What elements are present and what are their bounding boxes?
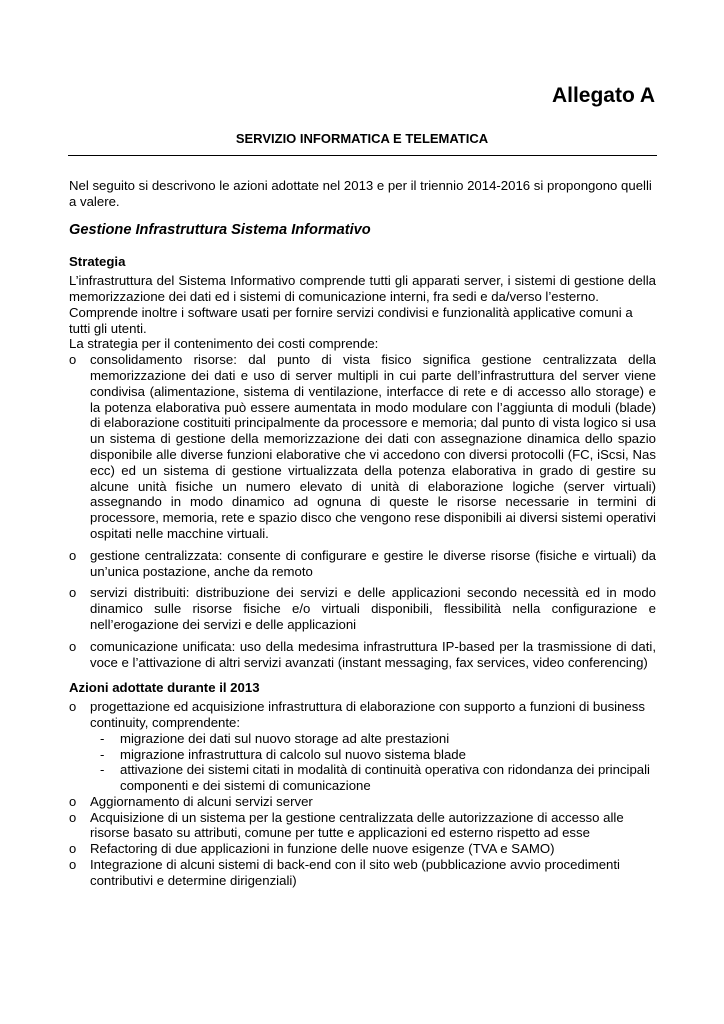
sublist-item — [98, 747, 656, 763]
azioni-sublist — [90, 731, 656, 794]
azioni-list — [69, 699, 656, 889]
strategia-list — [69, 352, 656, 670]
dash-icon: - — [100, 746, 105, 762]
strategia-paragraph-3: La strategia per il contenimento dei costi comprende: — [69, 336, 379, 352]
sublist-item-text: migrazione dei dati sul nuovo storage ad alte prestazioni — [120, 730, 450, 746]
sublist-item-text: attivazione dei sistemi citati in modalità di continuità operativa con ridondanza dei principali componenti e dei sistemi di comunicazione — [120, 762, 650, 794]
bullet-icon: o — [69, 352, 77, 368]
document-body — [69, 178, 656, 889]
azioni-heading: Azioni adottate durante il 2013 — [69, 680, 260, 696]
allegato-title: Allegato A — [551, 84, 655, 107]
bullet-icon: o — [69, 585, 77, 601]
list-item — [69, 352, 656, 542]
list-item — [69, 810, 656, 842]
list-item-text: progettazione ed acquisizione infrastruttura di elaborazione con supporto a funzioni di business continuity, comprendente: — [90, 699, 645, 730]
list-item — [69, 794, 656, 810]
sublist-item-text: migrazione infrastruttura di calcolo sul nuovo sistema blade — [120, 746, 466, 762]
strategia-paragraph-1: L’infrastruttura del Sistema Informativo comprende tutti gli apparati server, i sistemi di gestione della memorizzazione dei dati ed i sistemi di comunicazione interni, fra sedi e da/verso l’esterno. — [69, 273, 656, 304]
bullet-icon: o — [69, 809, 77, 825]
list-item-text: servizi distribuiti: distribuzione dei servizi e delle applicazioni secondo necessità ed in modo dinamico sulle risorse fisiche e/o virtuali disponibili, flessibilità nella configurazione e nell’erogazione dei servizi e delle applicazioni — [90, 585, 656, 632]
section-title: Gestione Infrastruttura Sistema Informativo — [69, 221, 371, 238]
list-item-text: Refactoring di due applicazioni in funzione delle nuove esigenze (TVA e SAMO) — [90, 841, 555, 857]
bullet-icon: o — [69, 793, 77, 809]
list-item-text: Acquisizione di un sistema per la gestione centralizzata delle autorizzazione di accesso alle risorse basato su attributi, comune per tutte e applicazioni ed esterno rispetto ad esse — [90, 809, 624, 841]
intro-paragraph: Nel seguito si descrivono le azioni adottate nel 2013 e per il triennio 2014-2016 si propongono quelli a valere. — [69, 178, 652, 209]
list-item — [69, 699, 656, 794]
strategia-heading: Strategia — [69, 254, 126, 270]
list-item — [69, 841, 656, 857]
sublist-item — [98, 762, 656, 794]
heading-divider — [68, 155, 657, 156]
dash-icon: - — [100, 762, 105, 778]
list-item — [69, 548, 656, 580]
strategia-paragraph-2: Comprende inoltre i software usati per fornire servizi condivisi e funzionalità applicative comuni a tutti gli utenti. — [69, 304, 633, 336]
sublist-item — [98, 731, 656, 747]
list-item-text: consolidamento risorse: dal punto di vista fisico significa gestione centralizzata della memorizzazione dei dati e uso di server multipli in cui parte dell’infrastruttura del server viene condivisa (alimentazione, sistema di ventilazione, interfacce di rete e di accesso allo storage) e la potenza elaborativa può essere aumentata in modo modulare con l’aggiunta di moduli (blade) di elaborazione costituiti principalmente da processore e memoria; dal punto di vista logico si usa un sistema di gestione della memorizzazione dei dati con assegnazione dinamica dello spazio disponibile alle diverse funzioni elaborative che vi accedono con diversi protocolli (FC, iScsi, Nas ecc) ed un sistema di gestione virtualizzata della potenza elaborativa in grado di gestire su alcune unità fisiche un numero elevato di unità di elaborazione logiche (server virtuali) assegnando in modo dinamico ad ognuna di queste le risorse necessarie in termini di processore, memoria, rete e spazio disco che vengono rese disponibili ai diversi sistemi operativi ospitati nelle macchine virtuali. — [90, 352, 656, 541]
list-item — [69, 857, 656, 889]
dash-icon: - — [100, 730, 105, 746]
list-item — [69, 639, 656, 671]
list-item-text: comunicazione unificata: uso della medesima infrastruttura IP-based per la trasmissione di dati, voce e l’attivazione di altri servizi avanzati (instant messaging, fax services, video conferencing) — [90, 638, 656, 670]
list-item — [69, 585, 656, 632]
list-item-text: Aggiornamento di alcuni servizi server — [90, 793, 313, 809]
list-item-text: gestione centralizzata: consente di configurare e gestire le diverse risorse (fisiche e virtuali) da un’unica postazione, anche da remoto — [90, 547, 656, 579]
service-heading: SERVIZIO INFORMATICA E TELEMATICA — [235, 131, 489, 146]
bullet-icon: o — [69, 841, 77, 857]
list-item-text: Integrazione di alcuni sistemi di back-end con il sito web (pubblicazione avvio procedimenti contributivi e determine dirigenziali) — [90, 857, 620, 888]
bullet-icon: o — [69, 857, 77, 873]
bullet-icon: o — [69, 699, 77, 715]
bullet-icon: o — [69, 547, 77, 563]
bullet-icon: o — [69, 638, 77, 654]
